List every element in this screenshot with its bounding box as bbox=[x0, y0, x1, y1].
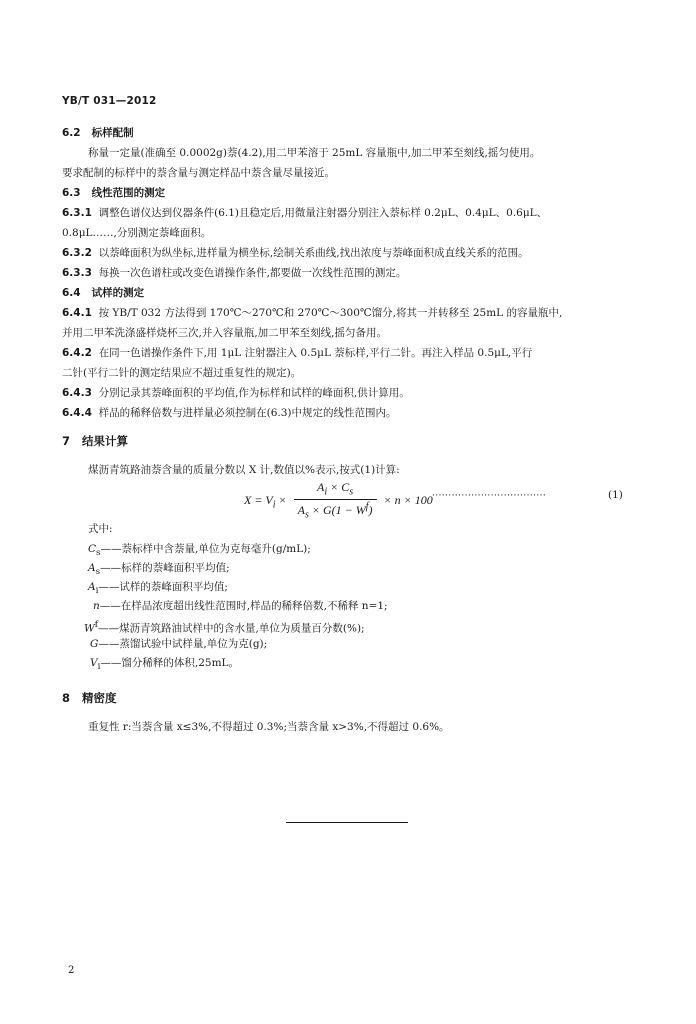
formula-intro: 煤沥青筑路油萘含量的质量分数以 X 计,数值以%表示,按式(1)计算: bbox=[88, 464, 400, 476]
section-title: 结果计算 bbox=[82, 434, 129, 448]
clause-text: 按 YB/T 032 方法得到 170℃～270℃和 270℃～300℃馏分,将其一并转移至 25mL 的容量瓶中, bbox=[98, 307, 563, 319]
clause-6-4-1-line2: 并用二甲苯洗涤盛样烧杯三次,并入容量瓶,加二甲苯至刻线,摇匀备用。 bbox=[62, 327, 388, 339]
section-title: 试样的测定 bbox=[91, 287, 145, 299]
clause-number: 6.3.1 bbox=[62, 207, 92, 219]
precision-statement: 重复性 r:当萘含量 x≤3%,不得超过 0.3%;当萘含量 x>3%,不得超过 0.6%。 bbox=[88, 721, 450, 733]
definition-item: $V_i——$馏分稀释的体积,25mL。 bbox=[90, 657, 240, 673]
definition-item: $W^f——$煤沥青筑路油试样中的含水量,单位为质量百分数(%); bbox=[84, 620, 365, 635]
section-7-heading bbox=[62, 433, 128, 449]
section-6-4-heading bbox=[62, 285, 144, 300]
page-number: 2 bbox=[68, 965, 75, 976]
clause-6-3-3 bbox=[62, 265, 406, 280]
clause-text: 以萘峰面积为纵坐标,进样量为横坐标,绘制关系曲线,找出浓度与萘峰面积成直线关系的范围。 bbox=[98, 247, 529, 259]
clause-6-4-2-line2: 二针(平行二针的测定结果应不超过重复性的规定)。 bbox=[62, 367, 302, 379]
clause-number: 6.4.3 bbox=[62, 387, 92, 399]
definition-item: $A_s——$标样的萘峰面积平均值; bbox=[88, 562, 230, 578]
clause-6-4-3 bbox=[62, 385, 410, 400]
clause-6-3-1-line1 bbox=[62, 205, 547, 220]
clause-number: 6.3.3 bbox=[62, 267, 92, 279]
clause-6-4-2-line1 bbox=[62, 345, 532, 360]
clause-text: 分别记录其萘峰面积的平均值,作为标样和试样的峰面积,供计算用。 bbox=[98, 387, 410, 399]
paragraph-line: 要求配制的标样中的萘含量与测定样品中萘含量尽量接近。 bbox=[62, 167, 335, 179]
section-number: 6.3 bbox=[62, 187, 81, 199]
clause-6-3-2 bbox=[62, 245, 529, 260]
section-number: 8 bbox=[62, 691, 71, 705]
document-code-header: YB/T 031—2012 bbox=[62, 95, 157, 107]
clause-text: 样品的稀释倍数与进样量必须控制在(6.3)中规定的线性范围内。 bbox=[98, 407, 397, 419]
section-title: 精密度 bbox=[82, 691, 117, 705]
section-title: 标样配制 bbox=[91, 127, 134, 139]
formula-denominator: $A_s \times G(1 - W^f)$ bbox=[297, 501, 373, 521]
formula-numerator: $A_i \times C_s$ bbox=[294, 480, 377, 500]
definition-item: G——蒸馏试验中试样量,单位为克(g); bbox=[90, 638, 268, 650]
section-6-2-heading bbox=[62, 125, 134, 140]
clause-text: 调整色谱仪达到仪器条件(6.1)且稳定后,用微量注射器分别注入萘标样 0.2μL、0.4μL、0.6μL、 bbox=[98, 207, 548, 219]
formula-times: × bbox=[278, 493, 287, 508]
definition-item: n——在样品浓度超出线性范围时,样品的稀释倍数,不稀释 n=1; bbox=[93, 600, 388, 612]
section-number: 7 bbox=[62, 434, 71, 448]
clause-number: 6.4.1 bbox=[62, 307, 92, 319]
section-number: 6.2 bbox=[62, 127, 81, 139]
formula-tail: × n × 100 bbox=[383, 493, 433, 508]
section-number: 6.4 bbox=[62, 287, 81, 299]
clause-number: 6.4.2 bbox=[62, 347, 92, 359]
clause-6-3-1-line2: 0.8μL……,分别测定萘峰面积。 bbox=[62, 227, 212, 239]
clause-number: 6.4.4 bbox=[62, 407, 92, 419]
end-rule bbox=[286, 822, 408, 823]
definition-item: $A_i——$试样的萘峰面积平均值; bbox=[88, 581, 228, 597]
formula-lhs-subscript: i bbox=[272, 499, 276, 511]
clause-text: 每换一次色谱柱或改变色谱操作条件,都要做一次线性范围的测定。 bbox=[98, 267, 407, 279]
formula-1 bbox=[244, 480, 433, 523]
formula-fraction bbox=[294, 480, 377, 523]
formula-lhs: X = V bbox=[244, 493, 273, 508]
clause-6-4-1-line1 bbox=[62, 305, 562, 320]
formula-leader-dots: ··································· bbox=[432, 491, 547, 501]
section-6-3-heading bbox=[62, 185, 165, 200]
equation-number: (1) bbox=[608, 489, 623, 501]
where-label: 式中: bbox=[88, 523, 113, 535]
clause-6-4-4 bbox=[62, 405, 396, 420]
section-title: 线性范围的测定 bbox=[91, 187, 166, 199]
paragraph-line: 称量一定量(准确至 0.0002g)萘(4.2),用二甲苯溶于 25mL 容量瓶中,加二甲苯至刻线,摇匀使用。 bbox=[88, 147, 541, 159]
clause-number: 6.3.2 bbox=[62, 247, 92, 259]
definition-item: $C_s——$萘标样中含萘量,单位为克每毫升(g/mL); bbox=[88, 543, 311, 559]
clause-text: 在同一色谱操作条件下,用 1μL 注射器注入 0.5μL 萘标样,平行二针。再注入样品 0.5μL,平行 bbox=[98, 347, 533, 359]
section-8-heading bbox=[62, 690, 117, 706]
